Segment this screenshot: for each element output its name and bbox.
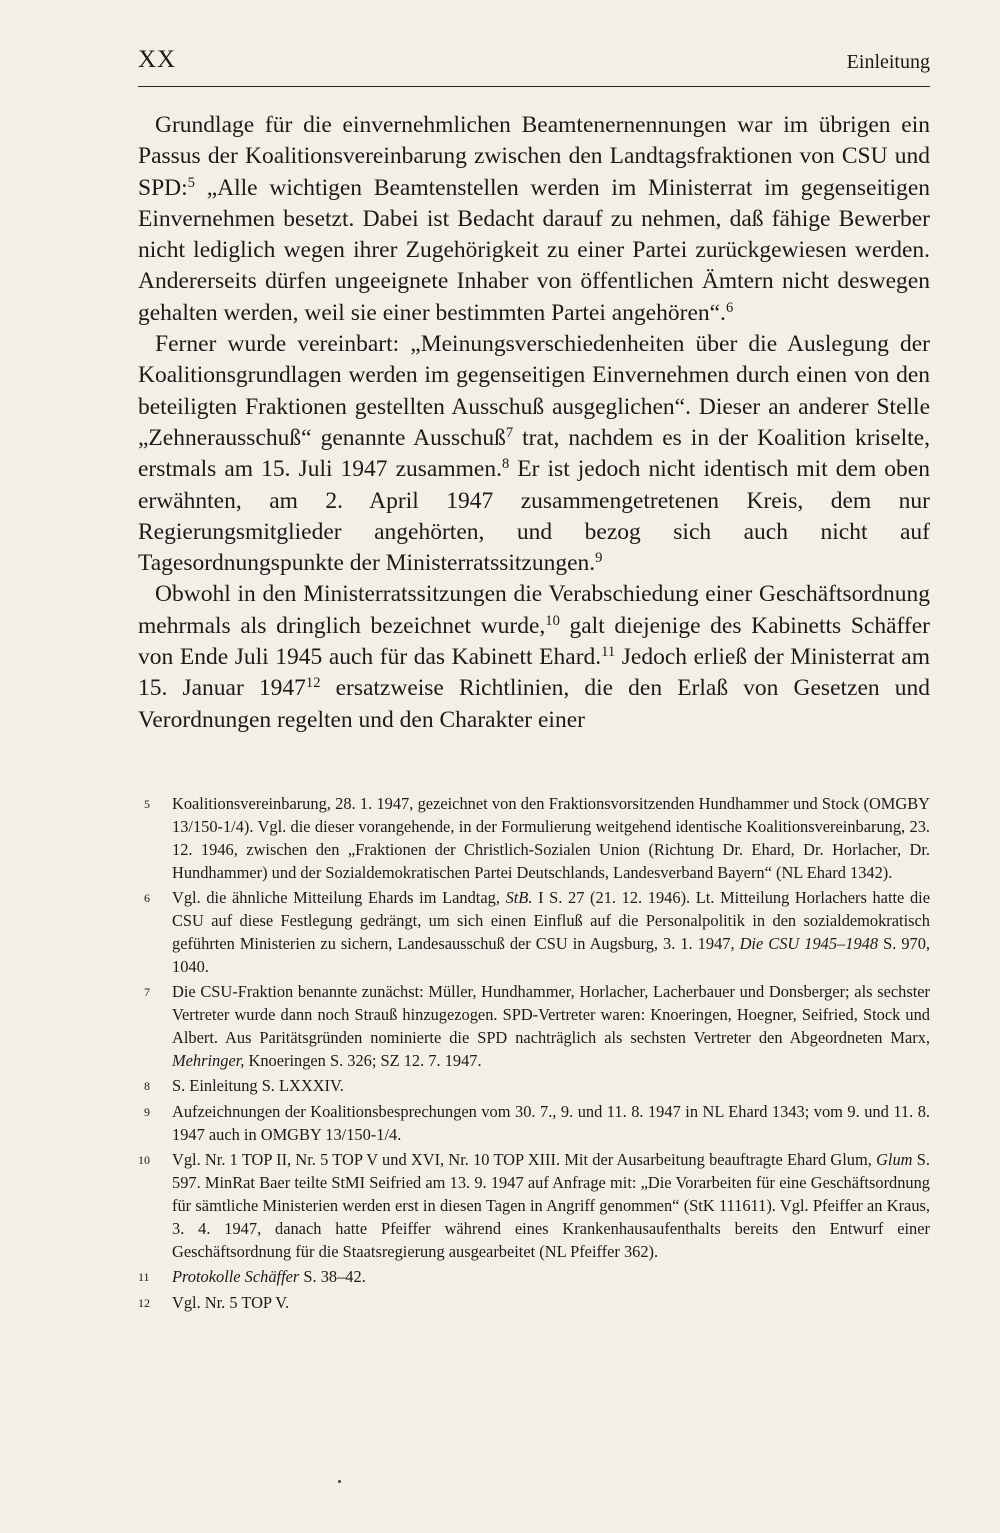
footnote-10 [138, 1149, 930, 1264]
footnote-11 [138, 1266, 930, 1289]
text-run: galt diejenige des Kabinetts Schäffer von Ende Juli 1945 auch für das Kabinett Ehard. [138, 612, 931, 671]
paragraph-2 [138, 329, 930, 579]
footnote-ref[interactable]: 6 [725, 299, 734, 316]
text-run: Er ist jedoch nicht identisch mit dem oben erwähnten, am 2. April 1947 zusammengetretenen Kreis, dem nur Regierungsmitglieder angehörten, und bezog sich auch nicht auf Tagesordnungspunkte der Ministerratssitzungen. [138, 456, 930, 577]
footnote-text: I S. 27 (21. 12. 1946). Lt. Mitteilung Horlachers hatte die CSU auf diese Festlegung gedrängt, um sich einen Einfluß auf die Personalpolitik in den sozialdemokratisch geführten Ministerien zu sichern, Landesausschuß der CSU in Augsburg, 3. 1. 1947, [172, 888, 930, 953]
footnote-text: S. 970, 1040. [172, 933, 930, 976]
footnote-ref[interactable]: 11 [601, 644, 616, 661]
footnote-italic: Mehringer, [172, 1050, 245, 1070]
text-run: ersatzweise Richtlinien, die den Erlaß von Gesetzen und Verordnungen regelten und den Charakter einer [138, 675, 930, 733]
footnote-text: Koalitionsvereinbarung, 28. 1. 1947, gezeichnet von den Fraktionsvorsitzenden Hundhammer und Stock (OMGBY 13/150-1/4). Vgl. die dieser vorangehende, in der Formulierung weitgehend identische Koalitionsvereinbarung, 23. 12. 1946, zwischen den „Fraktionen der Christlich-Sozialen Union (Richtung Dr. Ehard, Dr. Horlacher, Dr. Hundhammer) und der Sozialdemokratischen Partei Deutschlands, Landesverband Bayern“ (NL Ehard 1342). [172, 794, 930, 882]
footnote-text: Aufzeichnungen der Koalitionsbesprechungen vom 30. 7., 9. und 11. 8. 1947 in NL Ehard 1343; vom 9. und 11. 8. 1947 auch in OMGBY 13/150-1/4. [172, 1101, 930, 1144]
text-run: trat, nachdem es in der Koalition kriselte, erstmals am 15. Juli 1947 zusammen. [138, 424, 930, 483]
main-text [138, 110, 930, 736]
footnote-number: 6 [144, 891, 150, 906]
footnote-text: Vgl. die ähnliche Mitteilung Ehards im Landtag, [172, 888, 506, 908]
text-run: Ferner wurde vereinbart: „Meinungsverschiedenheiten über die Auslegung der Koalitionsgrundlagen werden im gegenseitigen Einvernehmen durch einen von den beteiligten Fraktionen gestellten Ausschuß ausgeglichen“. Dieser an anderer Stelle „Zehnerausschuß“ genannte Ausschuß [138, 331, 930, 451]
footnote-ref[interactable]: 9 [595, 550, 603, 567]
text-run: „Alle wichtigen Beamtenstellen werden im Ministerrat im gegenseitigen Einvernehmen besetzt. Dabei ist Bedacht darauf zu nehmen, daß fähige Bewerber nicht lediglich wegen ihrer Zugehörigkeit zu einer Partei zurückgewiesen werden. Andererseits dürfen ungeeignete Inhaber von öffentlichen Ämtern nicht deswegen gehalten werden, weil sie einer bestimmten Partei angehören“. [138, 174, 930, 326]
footnote-italic: Glum [876, 1150, 913, 1170]
footnote-ref[interactable]: 8 [501, 456, 510, 473]
footnote-8 [138, 1075, 930, 1098]
footnote-text: S. 597. MinRat Baer teilte StMI Seifried am 13. 9. 1947 auf Anfrage mit: „Die Vorarbeiten für eine Geschäftsordnung für sämtliche Ministerien werden erst in diesen Tagen in Angriff genommen“ (StK 111611). Vgl. Pfeiffer an Kraus, 3. 4. 1947, danach hatte Pfeiffer während eines Krankenhausaufenthalts bereits den Entwurf einer Geschäftsordnung für die Staatsregierung ausgearbeitet (NL Pfeiffer 362). [172, 1150, 930, 1261]
footnote-number: 11 [138, 1270, 150, 1285]
footnote-text: Vgl. Nr. 5 TOP V. [172, 1292, 290, 1312]
footnote-italic: Die CSU 1945–1948 [739, 933, 879, 953]
footnote-italic: Protokolle Schäffer [172, 1267, 300, 1287]
footnote-number: 7 [144, 985, 150, 1000]
footnote-6 [138, 887, 930, 979]
footnote-ref[interactable]: 5 [187, 174, 195, 191]
footnote-italic: StB. [505, 888, 533, 908]
footnote-ref[interactable]: 7 [505, 424, 514, 441]
footnote-number: 12 [138, 1295, 150, 1310]
text-run: Obwohl in den Ministerratssitzungen die Verabschiedung einer Geschäftsordnung mehrmals als dringlich bezeichnet wurde, [138, 581, 930, 639]
footnote-5 [138, 793, 930, 885]
running-header [138, 46, 930, 87]
footnote-ref[interactable]: 12 [305, 675, 321, 692]
footnotes [138, 793, 930, 1317]
footnote-7 [138, 981, 930, 1073]
footnote-number: 10 [138, 1153, 150, 1168]
footnote-ref[interactable]: 10 [545, 612, 560, 629]
paper-speck [338, 1480, 341, 1483]
footnote-12 [138, 1292, 930, 1315]
footnote-text: Vgl. Nr. 1 TOP II, Nr. 5 TOP V und XVI, Nr. 10 TOP XIII. Mit der Ausarbeitung beauftragte Ehard Glum, [172, 1150, 877, 1170]
paragraph-3 [138, 579, 930, 735]
text-run: Jedoch erließ der Ministerrat am 15. Januar 1947 [138, 644, 930, 702]
footnote-number: 5 [144, 797, 150, 811]
footnote-9 [138, 1101, 930, 1147]
footnote-number: 8 [144, 1079, 150, 1094]
footnote-text: S. Einleitung S. LXXXIV. [172, 1076, 344, 1096]
paragraph-1 [138, 110, 930, 329]
section-title: Einleitung [846, 51, 930, 73]
page-number: XX [138, 46, 177, 73]
footnote-number: 9 [144, 1104, 150, 1119]
text-run: Grundlage für die einvernehmlichen Beamtenernennungen war im übrigen ein Passus der Koalitionsvereinbarung zwischen den Landtagsfraktionen von CSU und SPD: [138, 112, 930, 201]
footnote-text: S. 38–42. [299, 1267, 366, 1287]
footnote-text: Die CSU-Fraktion benannte zunächst: Müller, Hundhammer, Horlacher, Lacherbauer und Donsberger; als sechster Vertreter wurde dann noch Strauß hinzugezogen. SPD-Vertreter waren: Knoeringen, Hoegner, Seifried, Stock und Albert. Aus Paritätsgründen nominierte die SPD nachträglich als sechsten Vertreter den Abgeordneten Marx, [172, 982, 930, 1048]
footnote-text: Knoeringen S. 326; SZ 12. 7. 1947. [244, 1050, 482, 1070]
